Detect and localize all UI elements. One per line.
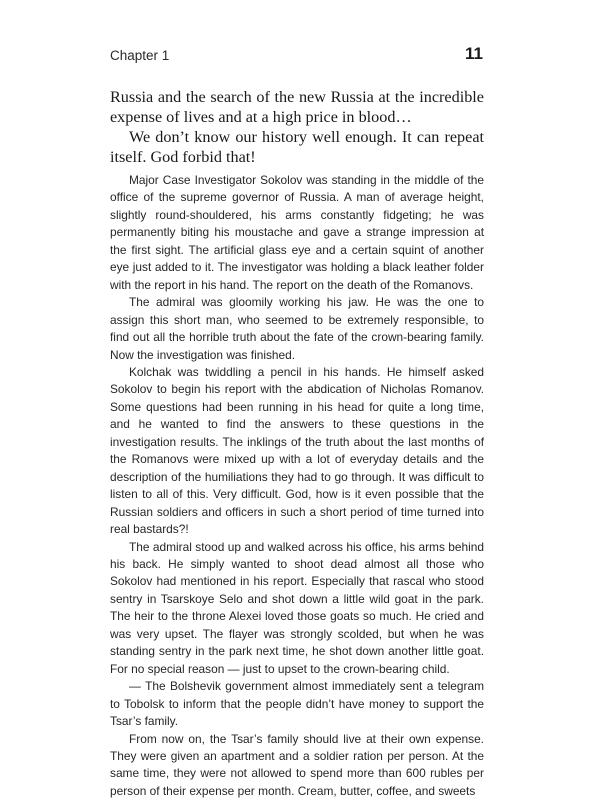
body-paragraph: From now on, the Tsar’s family should live at their own expense. They were given an apartment and a soldier ration per person. At the same time, they were not allowed to spend more than 600 rubles per person of their expense per month. Cream, butter, coffee, and sweets	[110, 731, 484, 800]
intro-text	[110, 87, 484, 167]
body-paragraph: — The Bolshevik government almost immediately sent a telegram to Tobolsk to inform that the people didn’t have money to support the Tsar’s family.	[110, 678, 484, 730]
body-paragraph: The admiral stood up and walked across his office, his arms behind his back. He simply wanted to shoot dead almost all those who Sokolov had mentioned in his report. Especially that rascal who stood sentry in Tsarskoye Selo and shot down a little wild goat in the park. The heir to the throne Alexei loved those goats so much. He cried and was very upset. The flayer was strongly scolded, but when he was standing sentry in the park next time, he shot down another little goat. For no special reason — just to upset to the crown-bearing child.	[110, 539, 484, 679]
body-paragraph: Major Case Investigator Sokolov was standing in the middle of the office of the supreme governor of Russia. A man of average height, slightly round-shouldered, his arms constantly fidgeting; he was permanently biting his moustache and gave a strange impression at the first sight. The artificial glass eye and a certain squint of another eye just added to it. The investigator was holding a black leather folder with the report in his hand. The report on the death of the Romanovs.	[110, 172, 484, 294]
body-text	[110, 172, 484, 800]
intro-paragraph: Russia and the search of the new Russia at the incredible expense of lives and at a high price in blood…	[110, 87, 484, 127]
chapter-label: Chapter 1	[110, 48, 169, 63]
body-paragraph: Kolchak was twiddling a pencil in his hands. He himself asked Sokolov to begin his report with the abdication of Nicholas Romanov. Some questions had been running in his head for quite a long time, and he wanted to find the answers to these questions in the investigation results. The inklings of the truth about the last months of the Romanovs were mixed up with a lot of everyday details and the description of the humiliations they had to go through. It was difficult to listen to all of this. Very difficult. God, how is it even possible that the Russian soldiers and officers in such a short period of time turned into real bastards?!	[110, 364, 484, 539]
page-number: 11	[465, 44, 483, 64]
body-paragraph: The admiral was gloomily working his jaw. He was the one to assign this short man, who seemed to be extremely responsible, to find out all the horrible truth about the fate of the crown-bearing family. Now the investigation was finished.	[110, 294, 484, 364]
page-header	[110, 44, 483, 68]
intro-paragraph: We don’t know our history well enough. It can repeat itself. God forbid that!	[110, 127, 484, 167]
